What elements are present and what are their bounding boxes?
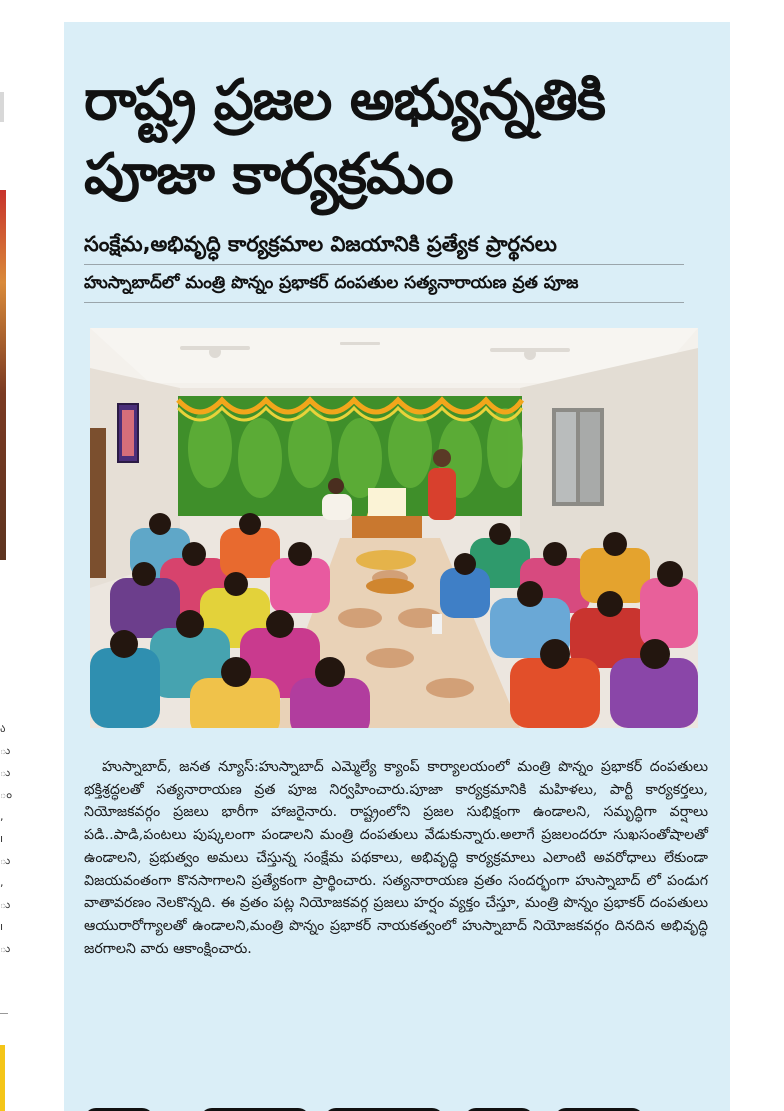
headline-line-1: రాష్ట్ర ప్రజల అభ్యున్నతికి (84, 68, 605, 133)
news-article (64, 22, 730, 1111)
article-body: హుస్నాబాద్, జనత న్యూస్:హుస్నాబాద్ ఎమ్మెల్యే క్యాంప్ కార్యాలయంలో మంత్రి పొన్నం ప్రభాకర్ దంపతులు భక్తిశ్రద్ధలతో సత్యనారాయణ వ్రత పూజ నిర్వహించారు.పూజా కార్యక్రమానికి మహిళలు, పార్టీ కార్యకర్తలు, నియోజకవర్గం ప్రజలు భారీగా హాజరైనారు. రాష్ట్రంలోని ప్రజల సుభిక్షంగా ఉండాలని, సమృద్ధిగా వర్షాలు పడి..పాడి,పంటలు పుష్కలంగా పండాలని మంత్రి దంపతులు వేడుకున్నారు.అలాగే ప్రజలందరూ సుఖసంతోషాలతో ఉండాలని, ప్రభుత్వం అమలు చేస్తున్న సంక్షేమ పథకాలు, అభివృద్ధి కార్యక్రమాలు ఎలాంటి అవరోధాలు లేకుండా విజయవంతంగా కొనసాగాలని ప్రత్యేకంగా ప్రార్థించారు. సత్యనారాయణ వ్రతం సందర్భంగా హుస్నాబాద్ లో పండుగ వాతావరణం నెలకొన్నది. ఈ వ్రతం పట్ల నియోజకవర్గ ప్రజలు హర్షం వ్యక్తం చేస్తూ, మంత్రి పొన్నం ప్రభాకర్ దంపతులు ఆయురారోగ్యాలతో ఉండాలని,మంత్రి పొన్నం ప్రభాకర్ నాయకత్వంలో హుస్నాబాద్ నియోజకవర్గం దినదిన అభివృద్ధి జరగాలని వారు ఆకాంక్షించారు. (84, 759, 708, 957)
adjacent-column-photo-edge (0, 190, 6, 560)
adjacent-column-tab (0, 92, 4, 122)
article-photo (90, 328, 698, 728)
next-article-headline-edge (84, 1094, 684, 1111)
headline-line-2: పూజా కార్యక్రమం (84, 142, 453, 207)
article-subheadline: సంక్షేమ,అభివృద్ధి కార్యక్రమాల విజయానికి ప్రత్యేక ప్రార్థనలు (84, 232, 557, 256)
article-deck: హుస్నాబాద్‌లో మంత్రి పొన్నం ప్రభాకర్ దంపతుల సత్యనారాయణ వ్రత పూజ (84, 273, 579, 293)
adjacent-column-text-edge: ა ు ు ం , ı ు , ు ı ు (0, 722, 12, 955)
article-headline (84, 64, 714, 212)
puja-event-photo (90, 328, 698, 728)
deck-rule (84, 302, 684, 303)
adjacent-column-divider (0, 1013, 8, 1014)
subheadline-rule (84, 264, 684, 265)
adjacent-column-strip (0, 0, 64, 1111)
adjacent-column-yellow-edge (0, 1045, 5, 1111)
